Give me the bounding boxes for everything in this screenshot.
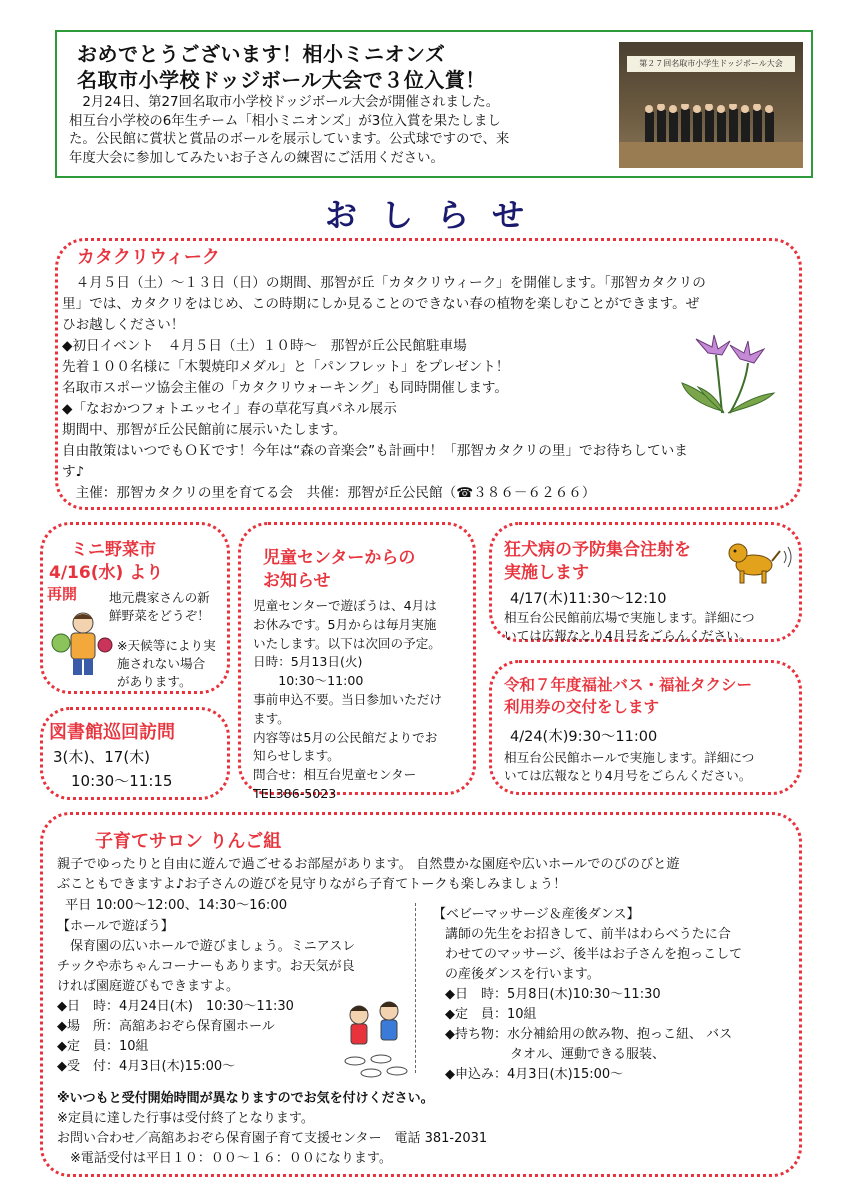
contact-info: お問い合わせ／高舘あおぞら保育園子育て支援センター 電話 381-2031	[57, 1131, 488, 1146]
bus-desc: 相互台公民館ホールで実施します。詳細につ	[504, 750, 755, 765]
baby-line: わせてのマッサージ、後半はお子さんを抱っこして	[445, 947, 743, 962]
yasai-note: 施されない場合	[117, 656, 206, 671]
katakuri-line: 先着１００名様に「木製焼印メダル」と「パンフレット」をプレゼント！	[62, 359, 510, 375]
rabies-vaccination-box	[489, 522, 802, 642]
children-playing-icon	[341, 999, 411, 1081]
parenting-salon-box	[40, 812, 802, 1177]
jido-line: 知らせします。	[253, 748, 340, 764]
jido-line: いたします。以下は次回の予定。	[253, 635, 441, 651]
yasai-desc: 鮮野菜をどうぞ！	[109, 608, 210, 623]
katakuri-line: 名取市スポーツ協会主催の「カタクリウォーキング」も同時開催します。	[62, 380, 509, 396]
award-body	[69, 94, 609, 168]
phone-hours-note: ※電話受付は平日１０：００～１６：００になります。	[57, 1151, 392, 1166]
photo-floor	[619, 142, 803, 168]
jido-line: お休みです。5月からは毎月実施	[253, 616, 437, 632]
katakuri-title: カタクリウィーク	[73, 243, 224, 269]
kyoken-title: 狂犬病の予防集合注射を	[504, 540, 691, 560]
farmer-with-vegetables-icon	[51, 609, 117, 679]
award-body-line: 年度大会に参加してみたいお子さんの練習にご活用ください。	[69, 150, 444, 166]
hall-line: ◆受 付：4月3日(木)15:00～	[57, 1059, 236, 1074]
notice-bold: ※いつもと受付開始時間が異なりますのでお気を付けください。	[57, 1091, 434, 1106]
kosodate-intro: 親子でゆったりと自由に遊んで過ごせるお部屋があります。 自然豊かな園庭や広いホールでのびのびと遊	[57, 857, 680, 872]
bus-title: 利用券の交付をします	[504, 698, 660, 716]
jido-line: 内容等は5月の公民館だよりでお	[253, 729, 438, 745]
jido-line: 日時：5月13日(火)	[253, 654, 363, 670]
tosho-dates: 3(木)、17(木)	[53, 748, 151, 766]
yasai-desc: 地元農家さんの新	[109, 590, 210, 605]
hall-section	[57, 917, 355, 1077]
katakuri-line: 期間中、那智が丘公民館前に展示いたします。	[62, 422, 347, 438]
baby-title: 【ベビーマッサージ＆産後ダンス】	[433, 907, 640, 922]
katakuri-line: ４月５日（土）～１３日（日）の期間、那智が丘「カタクリウィーク」を開催します。「那智カタクリの	[62, 275, 706, 291]
kyoken-title: 実施します	[504, 563, 589, 583]
kyoken-time: 4/17(木)11:30～12:10	[510, 591, 667, 607]
hall-title: 【ホールで遊ぼう】	[57, 919, 174, 934]
jido-title: 児童センターからの	[263, 548, 416, 568]
baby-line: ◆日 時：5月8日(木)10:30～11:30	[445, 987, 661, 1002]
bus-time: 4/24(木)9:30～11:00	[510, 729, 658, 745]
tosho-time: 10:30～11:15	[71, 772, 173, 790]
bus-desc: いては広報なとり4月号をごらんください。	[504, 768, 752, 783]
mini-vegetable-market-box	[40, 522, 230, 694]
jido-line: 問合せ：相互台児童センター	[253, 767, 417, 783]
hall-line: ◆場 所：高舘あおぞら保育園ホール	[57, 1019, 275, 1034]
baby-line: ◆申込み：4月3日(木)15:00～	[445, 1067, 624, 1082]
jido-title: お知らせ	[263, 571, 331, 591]
yasai-note: ※天候等により実	[117, 638, 216, 653]
notice-capacity: ※定員に達した行事は受付終了となります。	[57, 1111, 314, 1126]
yasai-title: ミニ野菜市	[71, 540, 156, 560]
yasai-reopen: 再開	[47, 585, 78, 603]
jido-line: 事前申込不要。当日参加いただけ	[253, 691, 442, 707]
yasai-date: 4/16(水) より	[49, 563, 164, 583]
team-figures	[641, 104, 781, 144]
award-body-line: た。公民館に賞状と賞品のボールを展示しています。公式球ですので、来	[69, 132, 510, 147]
kyoken-desc: いては広報なとり4月号をごらんください。	[504, 628, 752, 643]
jido-line: 児童センターで遊ぼうは、4月は	[253, 598, 437, 613]
baby-line: の産後ダンスを行います。	[445, 967, 600, 982]
team-photo	[619, 42, 803, 168]
hall-line: ◆定 員：10組	[57, 1039, 149, 1054]
jido-line: ます。	[253, 710, 290, 726]
award-box	[55, 30, 813, 178]
award-body-line: 2月24日、第27回名取市小学校ドッジボール大会が開催されました。	[69, 95, 500, 110]
baby-line: 講師の先生をお招きして、前半はわらべうたに合	[445, 927, 731, 942]
katakuri-week-box	[55, 238, 802, 510]
jido-body	[253, 597, 442, 804]
katakuri-line: ◆「なおかつフォトエッセイ」春の草花写真パネル展示	[62, 401, 397, 417]
jido-line: TEL386-5023	[253, 785, 337, 801]
hall-line: ければ園庭遊びもできますよ。	[57, 979, 240, 994]
photo-banner: 第２７回名取市小学生ドッジボール大会	[627, 56, 795, 72]
library-visit-box	[40, 707, 230, 800]
welfare-bus-taxi-box	[489, 660, 802, 795]
baby-section	[433, 905, 742, 1085]
kosodate-intro: ぶこともできますよ♪お子さんの遊びを見守りながら子育てトークも楽しみましょう！	[57, 877, 567, 892]
hall-line: 保育園の広いホールで遊びましょう。ミニアスレ	[57, 939, 356, 954]
katakuri-line: 主催：那智カタクリの里を育てる会 共催：那智が丘公民館（☎３８６－６２６６）	[62, 485, 596, 501]
award-body-line: 相互台小学校の6年生チーム「相小ミニオンズ」が3位入賞を果たしまし	[69, 113, 501, 129]
jido-line: 10:30～11:00	[253, 673, 364, 689]
yasai-note: があります。	[117, 674, 192, 689]
award-title-line1: おめでとうございます！相小ミニオンズ	[77, 42, 446, 66]
katakuri-line: ひお越しください！	[62, 317, 185, 333]
childrens-center-box	[238, 522, 476, 801]
katakuri-line: 自由散策はいつでもＯＫです！今年は“森の音楽会”も計画中！「那智カタクリの里」でお待ちしていま	[62, 443, 688, 459]
kosodate-hours: 平日 10:00～12:00、14:30～16:00	[65, 898, 288, 913]
katakuri-line: す♪	[62, 464, 85, 480]
dog-icon	[724, 537, 792, 585]
katakuri-flower-icon	[678, 333, 778, 423]
column-divider	[415, 903, 416, 1073]
hall-line: チックや赤ちゃんコーナーもあります。お天気が良	[57, 959, 355, 974]
baby-line: タオル、運動できる服装、	[445, 1047, 665, 1062]
baby-line: ◆定 員：10組	[445, 1007, 537, 1022]
tosho-title: 図書館巡回訪問	[49, 722, 175, 743]
award-title-line2: 名取市小学校ドッジボール大会で３位入賞！	[77, 68, 486, 92]
kosodate-title: 子育てサロン りんご組	[95, 831, 282, 852]
kyoken-desc: 相互台公民館前広場で実施します。詳細につ	[504, 610, 755, 625]
baby-line: ◆持ち物：水分補給用の飲み物、抱っこ紐、 バス	[445, 1027, 733, 1042]
bus-title: 令和７年度福祉バス・福祉タクシー	[504, 676, 753, 694]
katakuri-line: 里」では、カタクリをはじめ、この時期にしか見ることのできない春の植物を楽しむことができます。ぜ	[62, 296, 700, 312]
katakuri-line: ◆初日イベント ４月５日（土）１０時～ 那智が丘公民館駐車場	[62, 338, 467, 354]
oshirase-heading: おしらせ	[324, 196, 549, 234]
hall-line: ◆日 時：4月24日(木) 10:30～11:30	[57, 999, 294, 1014]
